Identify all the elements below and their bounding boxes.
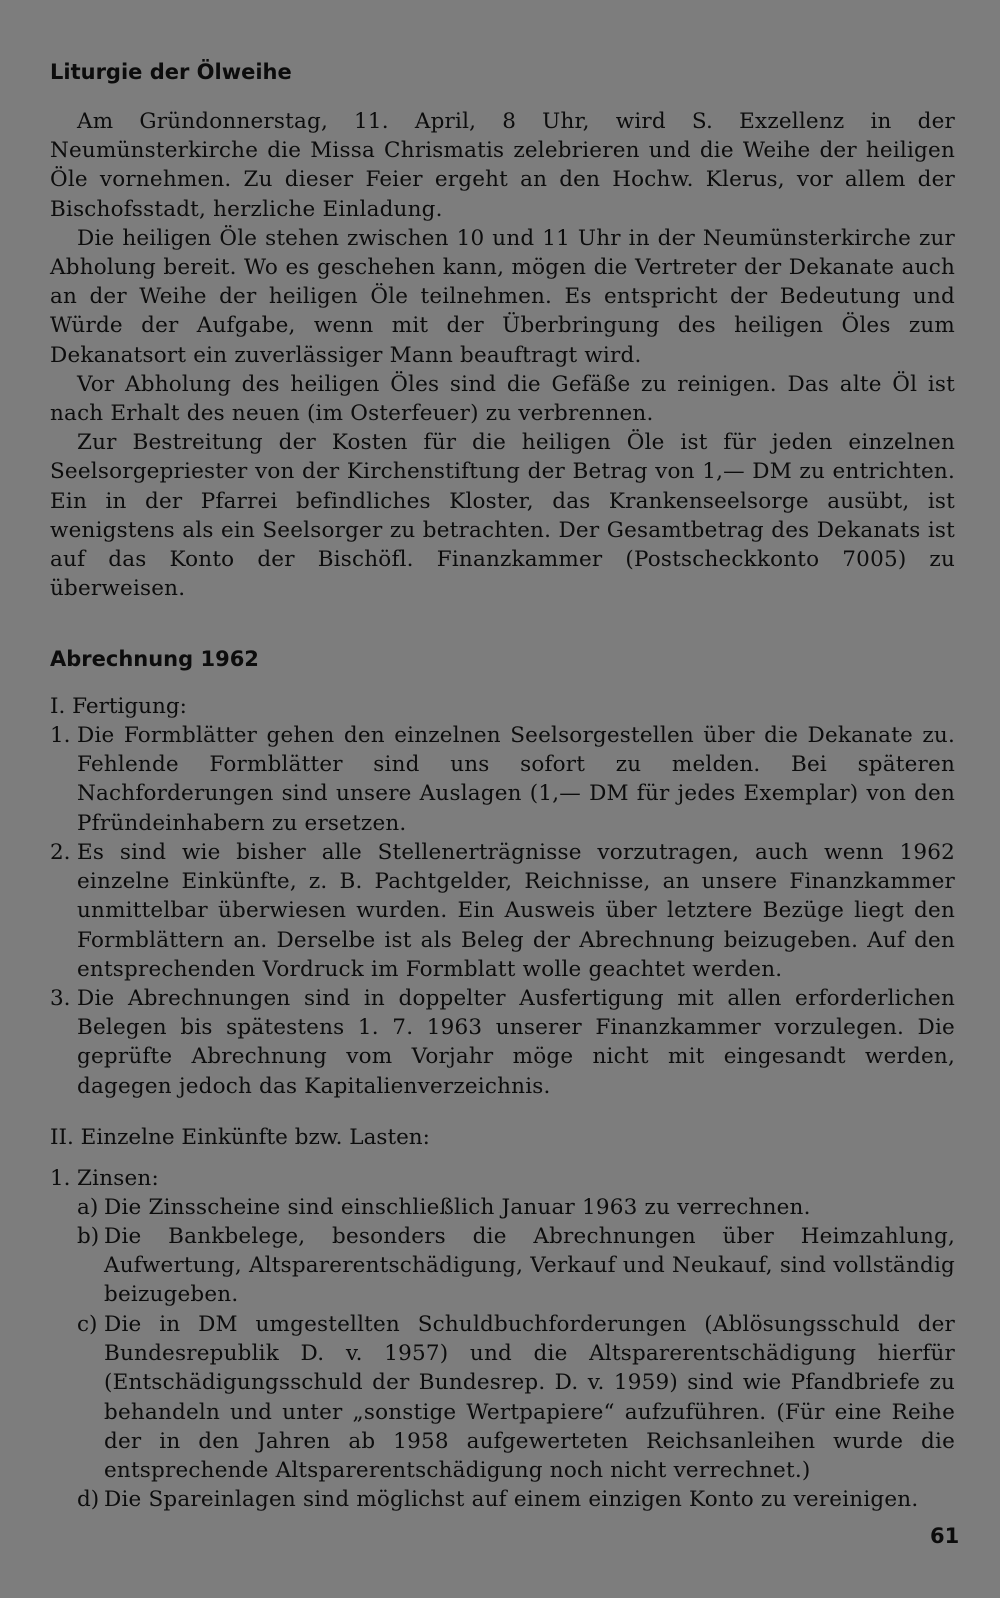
sub-item-letter: b) [77,1224,100,1249]
sub-item-text: Die Spareinlagen sind möglichst auf einem einzigen Konto zu vereinigen. [104,1487,919,1512]
list-item-zinsen [50,1164,955,1193]
sub-item-letter: a) [77,1195,99,1220]
list-item-number: 2. [50,840,71,865]
list-item [50,838,955,984]
list-item-text: Die Formblätter gehen den einzelnen Seelsorgestellen über die Dekanate zu. Fehlende Formblätter sind uns sofort zu melden. Bei späteren Nachforderungen sind unsere Auslagen (1,— DM für jedes Exemplar) von den Pfründeinhabern zu ersetzen. [77,723,955,836]
sub-item-letter: d) [77,1487,100,1512]
section-body-oelweihe [50,107,955,603]
paragraph: Am Gründonnerstag, 11. April, 8 Uhr, wird S. Exzellenz in der Neumünsterkirche die Missa Chrismatis zelebrieren und die Weihe der heiligen Öle vornehmen. Zu dieser Feier ergeht an den Hochw. Klerus, vor allem der Bischofsstadt, herzliche Einladung. [50,109,955,222]
paragraph: Vor Abholung des heiligen Öles sind die Gefäße zu reinigen. Das alte Öl ist nach Erhalt des neuen (im Osterfeuer) zu verbrennen. [50,371,955,427]
sub-item [77,1222,955,1310]
sub-item-letter: c) [77,1312,98,1337]
paragraph: Die heiligen Öle stehen zwischen 10 und 11 Uhr in der Neumünsterkirche zur Abholung bereit. Wo es geschehen kann, mögen die Vertreter der Dekanate auch an der Weihe der heiligen Öle teilnehmen. Es entspricht der Bedeutung und Würde der Aufgabe, wenn mit der Überbringung des heiligen Öles zum Dekanatsort ein zuverlässiger Mann beauftragt wird. [50,225,955,368]
sub-item-text: Die in DM umgestellten Schuldbuchforderungen (Ablösungsschuld der Bundesrepublik D. v. 1957) und die Altsparerentschädigung hierfür (Entschädigungsschuld der Bundesrep. D. v. 1959) sind wie Pfandbriefe zu behandeln und unter „sonstige Wertpapiere“ aufzuführen. (Für eine Reihe der in den Jahren ab 1958 aufgewerteten Reichsanleihen wurde die entsprechende Altsparerentschädigung noch nicht verrechnet.) [104,1312,955,1484]
list-item-text: Es sind wie bisher alle Stellenerträgnisse vorzutragen, auch wenn 1962 einzelne Einkünfte, z. B. Pachtgelder, Reichnisse, an unsere Finanzkammer unmittelbar überwiesen wurden. Ein Ausweis über letztere Bezüge liegt den Formblättern an. Derselbe ist als Beleg der Abrechnung beizugeben. Auf den entsprechenden Vordruck im Formblatt wolle geachtet werden. [77,840,955,982]
part-label-fertigung: I. Fertigung: [50,694,187,719]
list-item [50,721,955,838]
paragraph: Zur Bestreitung der Kosten für die heiligen Öle ist für jeden einzelnen Seelsorgepriester von der Kirchenstiftung der Betrag von 1,— DM zu entrichten. Ein in der Pfarrei befindliches Kloster, das Krankenseelsorge ausübt, ist wenigstens als ein Seelsorger zu betrachten. Der Gesamtbetrag des Dekanats ist auf das Konto der Bischöfl. Finanzkammer (Postscheckkonto 7005) zu überweisen. [50,430,955,602]
part-label-einkuenfte: II. Einzelne Einkünfte bzw. Lasten: [50,1125,430,1150]
list-item-text: Die Abrechnungen sind in doppelter Ausfertigung mit allen erforderlichen Belegen bis spätestens 1. 7. 1963 unserer Finanzkammer vorzulegen. Die geprüfte Abrechnung vom Vorjahr möge nicht mit eingesandt werden, dagegen jedoch das Kapitalienverzeichnis. [77,986,955,1099]
list-item-number: 1. [50,723,71,748]
list-item [50,984,955,1101]
page-number: 61 [930,1524,960,1548]
sub-item [77,1485,955,1514]
list-item-text: Zinsen: [77,1166,159,1191]
sub-item [77,1193,955,1222]
sub-item [77,1310,955,1485]
section-heading-oelweihe: Liturgie der Ölweihe [50,60,292,84]
list-item-number: 1. [50,1166,71,1191]
sub-item-text: Die Zinsscheine sind einschließlich Januar 1963 zu verrechnen. [104,1195,811,1220]
list-item-number: 3. [50,986,71,1011]
section-heading-abrechnung: Abrechnung 1962 [50,647,259,671]
sub-item-text: Die Bankbelege, besonders die Abrechnungen über Heimzahlung, Aufwertung, Altsparerentschädigung, Verkauf und Neukauf, sind vollständig beizugeben. [104,1224,955,1308]
